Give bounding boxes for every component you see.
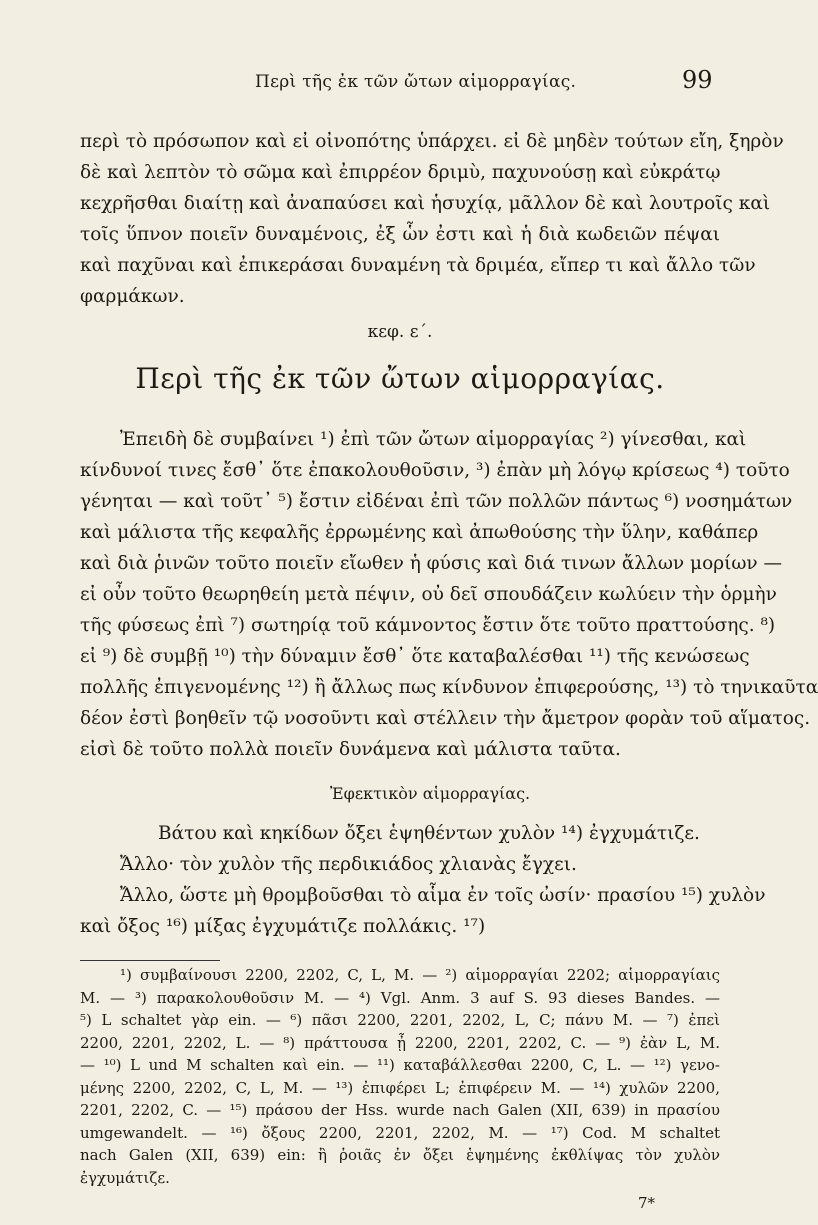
- footnote-line: 2201, 2202, C. — ¹⁵) πράσου der Hss. wurde nach Galen (XII, 639) in πρασίου: [80, 1101, 720, 1119]
- recipe-line: Βάτου καὶ κηκίδων ὄξει ἑψηθέντων χυλὸν ¹⁴) ἐγχυμάτιζε.: [158, 823, 700, 844]
- text-line: δὲ καὶ λεπτὸν τὸ σῶμα καὶ ἐπιρρέον δριμὺ, παχυνούσῃ καὶ εὐκράτῳ: [80, 162, 721, 183]
- text-line: φαρμάκων.: [80, 286, 185, 307]
- text-line: εἰ οὖν τοῦτο θεωρηθείη μετὰ πέψιν, οὐ δεῖ σπουδάζειν κωλύειν τὴν ὁρμὴν: [80, 584, 777, 605]
- text-line: εἰ ⁹) δὲ συμβῇ ¹⁰) τὴν δύναμιν ἔσθ᾽ ὅτε καταβαλέσθαι ¹¹) τῆς κενώσεως: [80, 646, 750, 667]
- chapter-number: κεφ. ε΄.: [367, 322, 433, 342]
- text-line: εἰσὶ δὲ τοῦτο πολλὰ ποιεῖν δυνάμενα καὶ μάλιστα ταῦτα.: [80, 739, 621, 760]
- text-line: καὶ μάλιστα τῆς κεφαλῆς ἐρρωμένης καὶ ἀπωθούσης τὴν ὕλην, καθάπερ: [80, 522, 759, 543]
- text-line: Ἐπειδὴ δὲ συμβαίνει ¹) ἐπὶ τῶν ὤτων αἱμορραγίας ²) γίνεσθαι, καὶ: [120, 429, 747, 450]
- paragraph-continuation: [80, 126, 784, 312]
- text-line: καὶ παχῦναι καὶ ἐπικεράσαι δυναμένη τὰ δριμέα, εἴπερ τι καὶ ἄλλο τῶν: [80, 255, 756, 276]
- footnote-line: ¹) συμβαίνουσι 2200, 2202, C, L, M. — ²) αἱμορραγίαι 2202; αἱμορραγίαις: [120, 966, 720, 984]
- text-line: περὶ τὸ πρόσωπον καὶ εἰ οἰνοπότης ὑπάρχει. εἰ δὲ μηδὲν τούτων εἴη, ξηρὸν: [80, 131, 784, 152]
- paragraph-main: [80, 424, 818, 765]
- text-line: κίνδυνοί τινες ἔσθ᾽ ὅτε ἐπακολουθοῦσιν, ³) ἐπὰν μὴ λόγῳ κρίσεως ⁴) τοῦτο: [80, 460, 790, 481]
- recipe-line: Ἄλλο, ὥστε μὴ θρομβοῦσθαι τὸ αἷμα ἐν τοῖς ὠσίν· πρασίου ¹⁵) χυλὸν: [120, 885, 766, 906]
- footnote-line: — ¹⁰) L und M schalten καὶ ein. — ¹¹) καταβάλλεσθαι 2200, C, L. — ¹²) γενο-: [80, 1056, 720, 1074]
- page-number: 99: [682, 66, 713, 94]
- footnote-line: umgewandelt. — ¹⁶) ὄξους 2200, 2201, 2202, M. — ¹⁷) Cod. M schaltet: [80, 1123, 720, 1142]
- text-line: καὶ διὰ ῥινῶν τοῦτο ποιεῖν εἴωθεν ἡ φύσις καὶ διά τινων ἄλλων μορίων —: [80, 553, 783, 574]
- text-line: κεχρῆσθαι διαίτῃ καὶ ἀναπαύσει καὶ ἡσυχίᾳ, μᾶλλον δὲ καὶ λουτροῖς καὶ: [80, 193, 771, 214]
- recipes-block: [80, 818, 766, 942]
- footnote-rule: [80, 960, 220, 961]
- text-line: πολλῆς ἐπιγενομένης ¹²) ἢ ἄλλως πως κίνδυνον ἐπιφερούσης, ¹³) τὸ τηνικαῦτα: [80, 677, 818, 698]
- text-line: τοῖς ὕπνον ποιεῖν δυναμένοις, ἐξ ὧν ἐστι καὶ ἡ διὰ κωδειῶν πέψαι: [80, 224, 720, 245]
- recipe-line: καὶ ὄξος ¹⁶) μίξας ἐγχυμάτιζε πολλάκις. ¹⁷): [80, 916, 486, 937]
- running-header: Περὶ τῆς ἐκ τῶν ὤτων αἱμορραγίας.: [255, 72, 577, 92]
- footnote-line: 2200, 2201, 2202, L. — ⁸) πράττουσα ᾖ 2200, 2201, 2202, C. — ⁹) ἐὰν L, M.: [80, 1033, 720, 1052]
- footnote-line: nach Galen (XII, 639) ein: ἢ ῥοιᾶς ἐν ὄξει ἑψημένης ἐκθλίψας τὸν χυλὸν: [80, 1146, 720, 1164]
- text-line: γένηται — καὶ τοῦτ᾽ ⁵) ἔστιν εἰδέναι ἐπὶ τῶν πολλῶν πάντως ⁶) νοσημάτων: [80, 491, 793, 512]
- footnotes: [80, 964, 720, 1189]
- footnote-line: M. — ³) παρακολουθοῦσιν M. — ⁴) Vgl. Anm. 3 auf S. 93 dieses Bandes. —: [80, 988, 720, 1007]
- text-line: τῆς φύσεως ἐπὶ ⁷) σωτηρίᾳ τοῦ κάμνοντος ἔστιν ὅτε τοῦτο πραττούσης. ⁸): [80, 615, 776, 636]
- section-subheading: Ἐφεκτικὸν αἱμορραγίας.: [330, 784, 531, 803]
- recipe-line: Ἄλλο· τὸν χυλὸν τῆς περδικιάδος χλιανὰς ἔγχει.: [120, 854, 577, 875]
- footnote-line: ⁵) L schaltet γὰρ ein. — ⁶) πᾶσι 2200, 2201, 2202, L, C; πάνυ M. — ⁷) ἐπεὶ: [80, 1011, 720, 1029]
- chapter-title: Περὶ τῆς ἐκ τῶν ὤτων αἱμορραγίας.: [135, 362, 665, 395]
- footnote-line: μένης 2200, 2202, C, L, M. — ¹³) ἐπιφέρει L; ἐπιφέρειν M. — ¹⁴) χυλῶν 2200,: [80, 1078, 720, 1097]
- text-line: δέον ἐστὶ βοηθεῖν τῷ νοσοῦντι καὶ στέλλειν τὴν ἄμετρον φορὰν τοῦ αἵματος.: [80, 708, 811, 729]
- signature-mark: 7*: [638, 1194, 656, 1212]
- footnote-line: ἐγχυμάτιζε.: [80, 1168, 170, 1187]
